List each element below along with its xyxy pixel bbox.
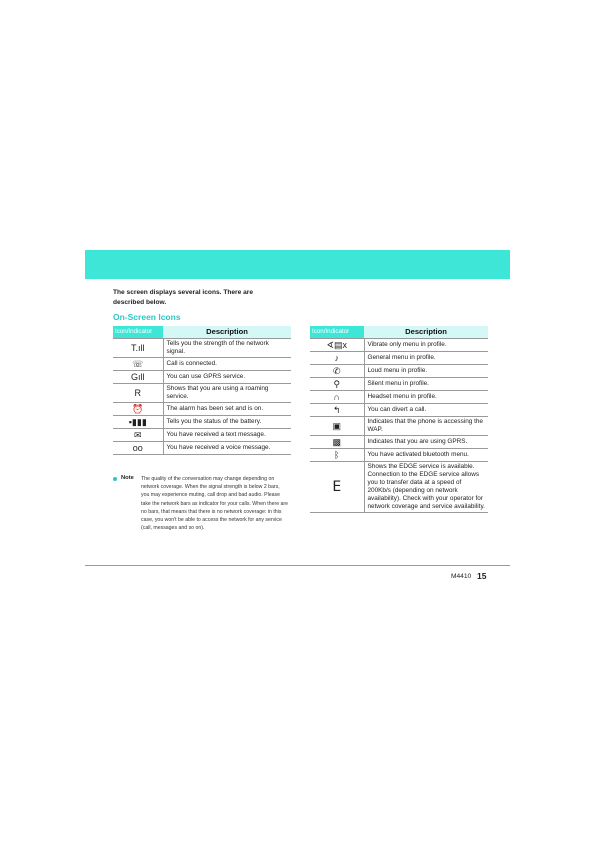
icon-cell (113, 371, 163, 384)
description-cell: General menu in profile. (364, 352, 488, 365)
section-title: On-Screen Icons (113, 312, 181, 322)
icon-cell (310, 436, 364, 449)
description-cell: Silent menu in profile. (364, 378, 488, 391)
signal-strength-icon: T.ıll (131, 343, 145, 353)
description-cell: Call is connected. (163, 358, 291, 371)
table-row (310, 378, 488, 391)
alarm-icon: ⏰ (132, 404, 144, 414)
loud-menu-icon: ✆ (332, 366, 341, 376)
divert-call-icon: ↰ (332, 405, 341, 415)
header-banner (85, 250, 510, 279)
column-header-icon: Icon/Indicator (113, 326, 163, 339)
icon-cell (113, 416, 163, 429)
description-cell: Loud menu in profile. (364, 365, 488, 378)
icon-cell (310, 365, 364, 378)
icon-cell (310, 339, 364, 352)
icon-cell (113, 403, 163, 416)
icon-cell (113, 429, 163, 442)
table-row (113, 416, 291, 429)
icon-cell (310, 352, 364, 365)
icon-cell (113, 384, 163, 403)
description-cell: Indicates that you are using GPRS. (364, 436, 488, 449)
roaming-icon: R (134, 388, 141, 398)
description-cell: The alarm has been set and is on. (163, 403, 291, 416)
description-cell: You have activated bluetooth menu. (364, 449, 488, 462)
icon-cell (310, 417, 364, 436)
table-row (310, 365, 488, 378)
footer-divider (85, 565, 510, 566)
description-cell: You have received a text message. (163, 429, 291, 442)
table-row (310, 417, 488, 436)
description-cell: Shows that you are using a roaming service. (163, 384, 291, 403)
note-text: The quality of the conversation may change depending on network coverage. When the signal strength is below 2 bars, you may experience muting, call drop and bad audio. Please take the network bars as indicator for your calls. When there are no bars, that means that there is no network coverage: in this case, you won't be able to access the network for any service (call, messages and so on). (141, 476, 289, 532)
table-row (113, 429, 291, 442)
icons-table-left (113, 326, 291, 455)
icon-cell (310, 462, 364, 513)
battery-icon: ▪▮▮▮ (128, 417, 147, 427)
table-row (310, 404, 488, 417)
edge-icon: E (332, 479, 342, 495)
headset-menu-icon: ∩ (333, 392, 340, 402)
description-cell: Headset menu in profile. (364, 391, 488, 404)
column-header-icon: Icon/Indicator (310, 326, 364, 339)
table-row (113, 442, 291, 455)
description-cell: Indicates that the phone is accessing the WAP. (364, 417, 488, 436)
text-message-icon: ✉ (133, 430, 142, 440)
icon-cell (310, 449, 364, 462)
table-row (113, 358, 291, 371)
intro-text: The screen displays several icons. There are described below. (113, 289, 254, 306)
table-row (113, 339, 291, 358)
table-row (310, 352, 488, 365)
description-cell: Vibrate only menu in profile. (364, 339, 488, 352)
description-cell: You have received a voice message. (163, 442, 291, 455)
vibrate-only-icon: ∢▤x (326, 340, 348, 350)
wap-access-icon: ▣ (332, 421, 341, 431)
table-row (113, 403, 291, 416)
table-row (310, 462, 488, 513)
column-header-description: Description (163, 326, 291, 339)
icon-cell (113, 339, 163, 358)
description-cell: Tells you the strength of the network signal. (163, 339, 291, 358)
icons-table-right (310, 326, 488, 513)
icon-cell (113, 358, 163, 371)
silent-menu-icon: ⚲ (333, 379, 341, 389)
table-row (310, 436, 488, 449)
icon-cell (310, 391, 364, 404)
table-row (113, 371, 291, 384)
icon-cell (113, 442, 163, 455)
page-number: 15 (477, 571, 487, 581)
model-name: M4410 (451, 573, 472, 580)
table-row (310, 391, 488, 404)
column-header-description: Description (364, 326, 488, 339)
icon-cell (310, 378, 364, 391)
gprs-in-use-icon: ▩ (332, 437, 341, 447)
description-cell: You can use GPRS service. (163, 371, 291, 384)
description-cell: Tells you the status of the battery. (163, 416, 291, 429)
voice-message-icon: oo (132, 443, 143, 453)
table-row (310, 339, 488, 352)
gprs-icon: Gıll (131, 372, 145, 382)
note-label: Note (121, 475, 134, 481)
note-bullet-icon (113, 477, 117, 481)
table-row (310, 449, 488, 462)
bluetooth-icon: ᛒ (334, 450, 340, 460)
general-menu-icon: ♪ (334, 353, 339, 363)
call-connected-icon: ☏ (132, 359, 144, 369)
description-cell: You can divert a call. (364, 404, 488, 417)
icon-cell (310, 404, 364, 417)
description-cell: Shows the EDGE service is available. Connection to the EDGE service allows you to transfer data at a speed of 200Kb/s (depending on network availability). Check with your operator for network coverage and service availability. (364, 462, 488, 513)
table-row (113, 384, 291, 403)
